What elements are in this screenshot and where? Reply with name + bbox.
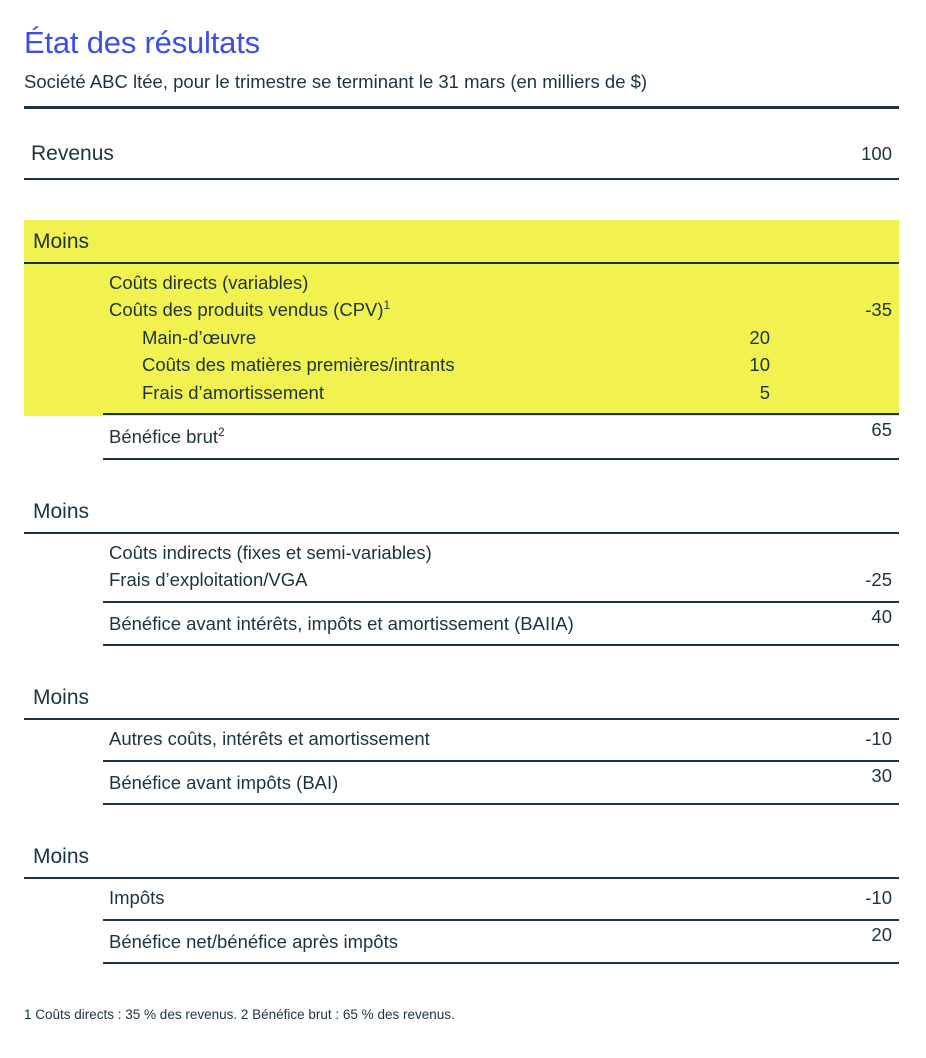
section-other-costs bbox=[24, 684, 899, 805]
section-heading: Moins bbox=[24, 843, 899, 879]
revenue-label: Revenus bbox=[31, 142, 114, 165]
highlight-block bbox=[24, 220, 899, 417]
statement-content bbox=[24, 0, 899, 964]
section-rows bbox=[103, 264, 899, 416]
page-title: État des résultats bbox=[24, 25, 260, 60]
row-value: 30 bbox=[871, 764, 892, 786]
footnote: 1 Coûts directs : 35 % des revenus. 2 Bénéfice brut : 65 % des revenus. bbox=[24, 1007, 455, 1022]
revenue-row bbox=[24, 109, 899, 180]
table-row bbox=[103, 269, 899, 297]
row-label: Coûts des matières premières/intrants bbox=[142, 354, 455, 375]
table-row bbox=[103, 884, 899, 912]
row-label: Bénéfice avant intérêts, impôts et amortissement (BAIIA) bbox=[109, 612, 574, 634]
row-value: -10 bbox=[865, 728, 892, 749]
row-value: 40 bbox=[871, 605, 892, 627]
total-row-ebitda bbox=[103, 603, 899, 647]
table-row bbox=[103, 539, 899, 567]
section-indirect-costs bbox=[24, 498, 899, 647]
table-row bbox=[103, 296, 899, 324]
row-label: Bénéfice net/bénéfice après impôts bbox=[109, 930, 398, 952]
row-label: Impôts bbox=[109, 887, 165, 908]
row-mid-value: 5 bbox=[759, 381, 770, 403]
section-rows bbox=[103, 534, 899, 603]
section-heading: Moins bbox=[24, 220, 899, 264]
table-row bbox=[103, 324, 899, 352]
table-row bbox=[103, 379, 899, 407]
row-label: Frais d’amortissement bbox=[142, 381, 324, 403]
row-label: Bénéfice avant impôts (BAI) bbox=[109, 771, 339, 793]
total-row-ebt bbox=[103, 762, 899, 806]
row-mid-value: 10 bbox=[749, 354, 770, 375]
row-label: Autres coûts, intérêts et amortissement bbox=[109, 728, 430, 749]
row-value: 65 bbox=[871, 419, 892, 440]
section-taxes bbox=[24, 843, 899, 964]
row-label: Frais d’exploitation/VGA bbox=[109, 569, 308, 590]
table-row bbox=[103, 566, 899, 594]
section-heading: Moins bbox=[24, 498, 899, 534]
page-subtitle: Société ABC ltée, pour le trimestre se terminant le 31 mars (en milliers de $) bbox=[24, 71, 648, 92]
table-row bbox=[103, 351, 899, 379]
total-row-net-income bbox=[103, 921, 899, 965]
section-rows bbox=[103, 720, 899, 762]
table-row bbox=[103, 725, 899, 753]
row-label: Coûts indirects (fixes et semi-variables) bbox=[109, 541, 432, 563]
row-label: Bénéfice brut$^2$ bbox=[109, 424, 225, 447]
row-value: -35 bbox=[865, 299, 892, 320]
section-heading: Moins bbox=[24, 684, 899, 720]
footnote-marker: 1 bbox=[383, 297, 391, 312]
row-label: Coûts directs (variables) bbox=[109, 271, 309, 293]
row-value: 20 bbox=[871, 923, 892, 945]
revenue-value: 100 bbox=[861, 143, 892, 164]
footnote-marker: 2 bbox=[218, 424, 225, 439]
row-mid-value: 20 bbox=[749, 326, 770, 348]
row-value: -10 bbox=[865, 887, 892, 908]
section-rows bbox=[103, 879, 899, 921]
section-direct-costs bbox=[24, 220, 899, 460]
row-label: Coûts des produits vendus (CPV)$^1$ bbox=[109, 297, 391, 320]
total-row-gross-profit bbox=[103, 416, 899, 460]
row-value: -25 bbox=[865, 569, 892, 590]
row-label: Main-d’œuvre bbox=[142, 326, 257, 348]
